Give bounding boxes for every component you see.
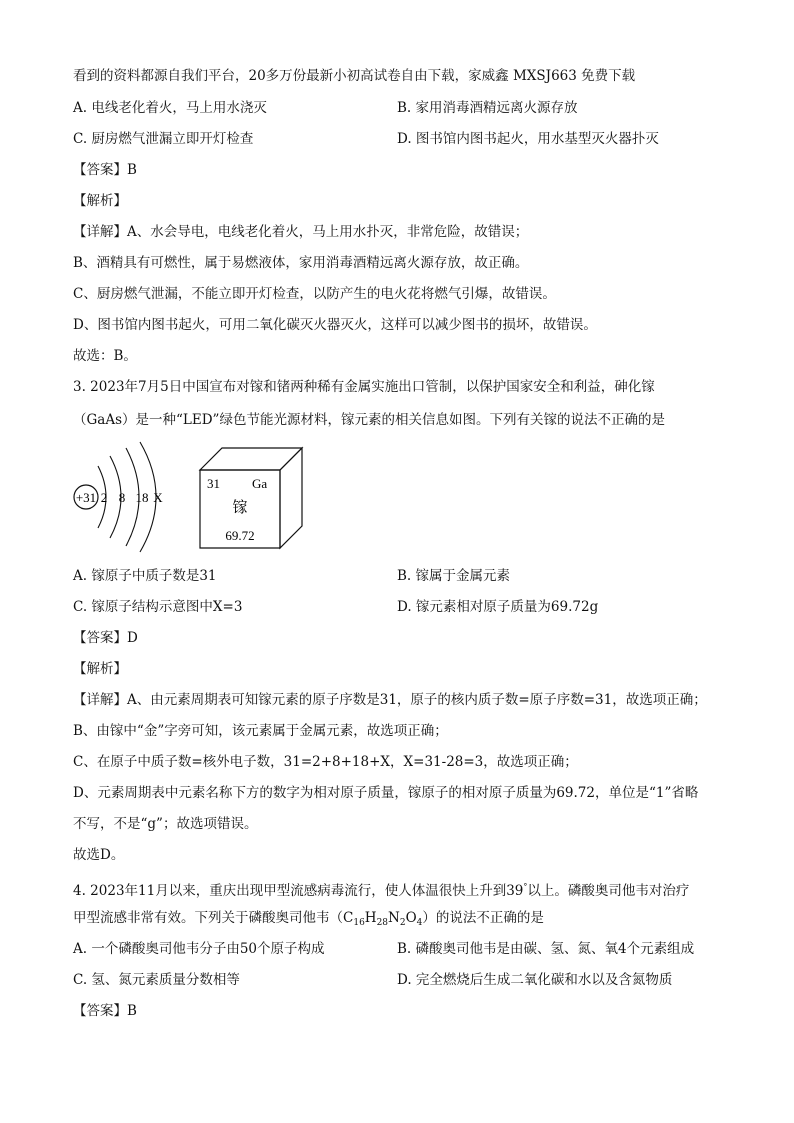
cube-top — [200, 448, 302, 470]
atomic-mass: 69.72 — [225, 528, 255, 543]
q3-stem-line: 3. 2023年7月5日中国宣布对镓和锗两种稀有金属实施出口管制，以保护国家安全和利益，砷化镓 — [73, 379, 655, 395]
q4-stem-text: ）的说法不正确的是 — [422, 910, 544, 926]
q3-analysis-label: 【解析】 — [73, 661, 127, 677]
q2-option-c: C. 厨房燃气泄漏立即开灯检查 — [73, 131, 254, 147]
element-name: 镓 — [232, 498, 248, 516]
q3-conclusion: 故选D。 — [73, 847, 125, 863]
header-line: 看到的资料都源自我们平台，20多万份最新小初高试卷自由下载，家威鑫 MXSJ663 免费下载 — [73, 68, 636, 84]
q4-stem-text: 以上。磷酸奥司他韦对治疗 — [527, 883, 690, 899]
shell-electron-count: 2 — [100, 490, 108, 505]
nucleus-charge: +31 — [75, 490, 97, 505]
formula-subscript: 2 — [399, 918, 406, 928]
q3-detail-line: 不写，不是“g”；故选项错误。 — [73, 816, 258, 832]
q3-option-d: D. 镓元素相对原子质量为69.72g — [397, 599, 599, 615]
q3-option-a: A. 镓原子中质子数是31 — [73, 568, 217, 584]
formula-element: N — [388, 910, 400, 926]
element-symbol: Ga — [252, 476, 268, 491]
degree-sign: ° — [523, 882, 528, 891]
q2-answer: 【答案】B — [73, 162, 137, 178]
q3-detail-line: 【详解】A、由元素周期表可知镓元素的原子序数是31，原子的核内质子数=原子序数=31，故选项正确； — [73, 692, 707, 708]
q4-stem-line — [73, 908, 544, 933]
q4-option-b: B. 磷酸奥司他韦是由碳、氢、氮、氧4个元素组成 — [397, 941, 695, 957]
q2-detail-line: C、厨房燃气泄漏，不能立即开灯检查，以防产生的电火花将燃气引爆，故错误。 — [73, 286, 556, 302]
q3-detail-line: D、元素周期表中元素名称下方的数字为相对原子质量，镓原子的相对原子质量为69.72，单位是“1”省略 — [73, 785, 699, 801]
q2-option-b: B. 家用消毒酒精远离火源存放 — [397, 100, 578, 116]
q3-answer: 【答案】D — [73, 630, 138, 646]
shell-electron-count: X — [153, 490, 163, 505]
q3-option-c: C. 镓原子结构示意图中X=3 — [73, 599, 243, 615]
q2-analysis-label: 【解析】 — [73, 193, 127, 209]
atomic-number: 31 — [207, 476, 220, 491]
q2-detail-line: B、酒精具有可燃性，属于易燃液体，家用消毒酒精远离火源存放，故正确。 — [73, 255, 529, 271]
q4-option-a: A. 一个磷酸奥司他韦分子由50个原子构成 — [73, 941, 325, 957]
formula-element: O — [405, 910, 417, 926]
shell-electron-count: 18 — [135, 490, 149, 505]
formula-subscript: 28 — [376, 918, 389, 928]
q3-stem-line: （GaAs）是一种“LED”绿色节能光源材料，镓元素的相关信息如图。下列有关镓的说法不正确的是 — [73, 412, 665, 428]
q4-answer: 【答案】B — [73, 1003, 137, 1019]
q3-detail-line: C、在原子中质子数=核外电子数，31=2+8+18+X，X=31-28=3，故选项正确； — [73, 754, 578, 770]
q4-stem-line — [73, 877, 689, 901]
formula-subscript: 4 — [416, 918, 423, 928]
formula-subscript: 16 — [353, 918, 365, 928]
shell-electron-count: 8 — [118, 490, 126, 505]
q4-stem-text: 4. 2023年11月以来，重庆出现甲型流感病毒流行，使人体温很快上升到39 — [73, 883, 524, 899]
q3-option-b: B. 镓属于金属元素 — [397, 568, 511, 584]
q2-option-a: A. 电线老化着火，马上用水浇灭 — [73, 100, 267, 116]
periodic-table-cell — [200, 448, 302, 548]
q2-option-d: D. 图书馆内图书起火，用水基型灭火器扑灭 — [397, 131, 659, 147]
cube-side — [280, 448, 302, 548]
gallium-figure — [70, 440, 310, 555]
q4-option-d: D. 完全燃烧后生成二氧化碳和水以及含氮物质 — [397, 972, 673, 988]
q2-conclusion: 故选：B。 — [73, 348, 137, 364]
formula-element: H — [364, 910, 377, 926]
atomic-structure-diagram — [74, 442, 163, 552]
q2-detail-line: D、图书馆内图书起火，可用二氧化碳灭火器灭火，这样可以减少图书的损坏，故错误。 — [73, 317, 597, 333]
q2-detail-line: 【详解】A、水会导电，电线老化着火，马上用水扑灭，非常危险，故错误； — [73, 224, 529, 240]
q4-stem-text: 甲型流感非常有效。下列关于磷酸奥司他韦（C — [73, 910, 354, 926]
q3-detail-line: B、由镓中“金”字旁可知，该元素属于金属元素，故选项正确； — [73, 723, 448, 739]
q4-option-c: C. 氢、氮元素质量分数相等 — [73, 972, 240, 988]
